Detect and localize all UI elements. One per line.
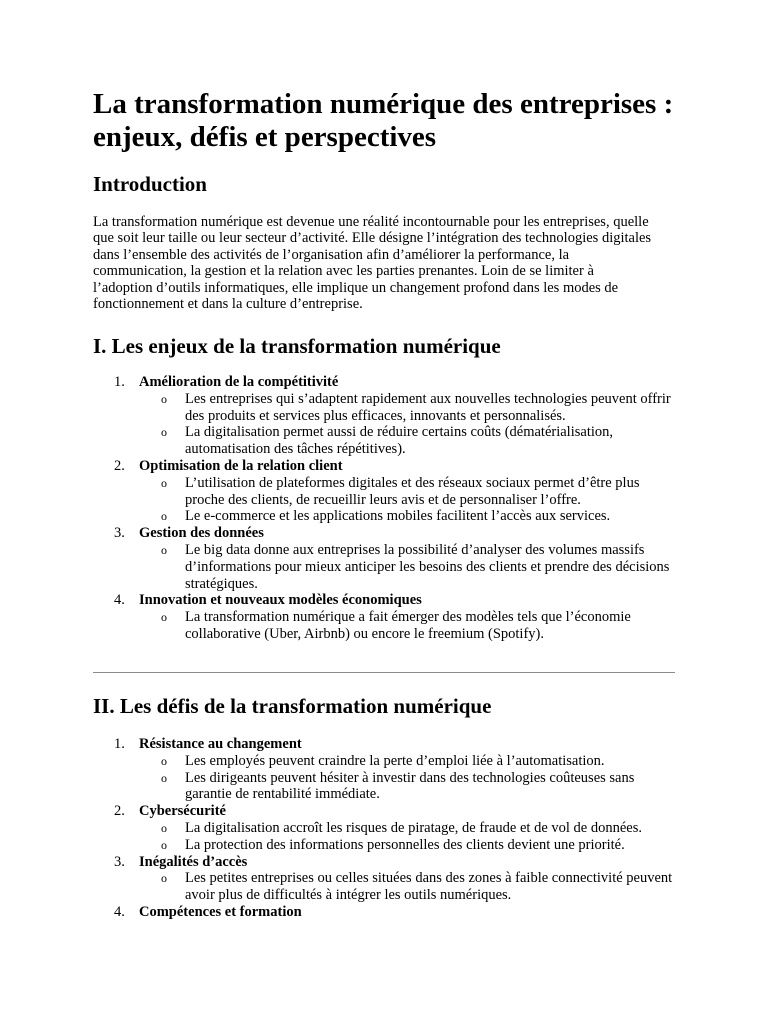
bullet-circle-icon: o (161, 837, 167, 852)
item-heading (93, 458, 683, 475)
bullet-item (93, 391, 675, 425)
bullet-circle-icon: o (161, 770, 167, 785)
item-heading (93, 525, 683, 542)
item-heading (93, 736, 683, 753)
bullet-item (93, 609, 675, 643)
item-title: Gestion des données (139, 525, 264, 542)
item-number: 2. (114, 803, 125, 820)
bullet-item (93, 475, 675, 509)
list-item (93, 803, 683, 853)
item-title: Cybersécurité (139, 803, 226, 820)
section2-list (93, 736, 683, 921)
item-number: 1. (114, 736, 125, 752)
bullet-text: Le big data donne aux entreprises la possibilité d’analyser des volumes massifs d’informations pour mieux anticiper les besoins des clients et prendre des décisions stratégiques. (185, 541, 670, 592)
bullet-item (93, 542, 675, 592)
bullet-circle-icon: o (161, 542, 167, 557)
bullet-circle-icon: o (161, 610, 167, 625)
list-item (93, 458, 683, 525)
list-item (93, 592, 683, 642)
bullet-item (93, 770, 675, 804)
bullet-circle-icon: o (161, 509, 167, 524)
bullet-list (93, 820, 683, 854)
intro-paragraph: La transformation numérique est devenue une réalité incontournable pour les entreprises, quelle que soit leur taille ou leur secteur d’activité. Elle désigne l’intégration des technologies digitales dans l’ensemble des activités de l’organisation afin d’améliorer la performance, la communication, la gestion et la relation avec les parties prenantes. Loin de se limiter à l’adoption d’outils informatiques, elle implique un changement profond dans les modes de fonctionnement et dans la culture d’entreprise. (93, 214, 652, 313)
item-heading (93, 374, 683, 391)
item-title: Inégalités d’accès (139, 853, 248, 870)
list-item (93, 904, 683, 921)
bullet-list (93, 609, 683, 643)
bullet-circle-icon: o (161, 475, 167, 490)
item-heading (93, 904, 683, 921)
list-item (93, 736, 683, 803)
item-title: Innovation et nouveaux modèles économiques (139, 592, 422, 609)
section1-heading: I. Les enjeux de la transformation numérique (93, 334, 501, 358)
list-item (93, 374, 683, 458)
item-heading (93, 803, 683, 820)
bullet-circle-icon: o (161, 871, 167, 886)
item-title: Résistance au changement (139, 736, 302, 752)
section2-heading: II. Les défis de la transformation numérique (93, 694, 492, 718)
intro-heading: Introduction (93, 172, 207, 196)
item-number: 4. (114, 592, 125, 609)
bullet-circle-icon: o (161, 391, 167, 406)
item-heading (93, 854, 683, 871)
list-item (93, 525, 683, 592)
bullet-text: La protection des informations personnelles des clients devient une priorité. (185, 836, 625, 853)
bullet-text: La digitalisation permet aussi de réduire certains coûts (dématérialisation, automatisation des tâches répétitives). (185, 424, 614, 458)
bullet-text: La digitalisation accroît les risques de piratage, de fraude et de vol de données. (185, 819, 642, 836)
bullet-text: Les dirigeants peuvent hésiter à investir dans des technologies coûteuses sans garantie de rentabilité immédiate. (185, 769, 635, 803)
bullet-item (93, 870, 675, 904)
item-number: 3. (114, 525, 125, 542)
section1-list (93, 374, 683, 643)
bullet-item (93, 837, 675, 854)
item-number: 3. (114, 853, 125, 870)
bullet-item (93, 820, 675, 837)
bullet-text: L’utilisation de plateformes digitales et des réseaux sociaux permet d’être plus proche des clients, de recueillir leurs avis et de personnaliser l’offre. (185, 474, 640, 508)
list-item (93, 854, 683, 904)
document-title: La transformation numérique des entreprises : enjeux, défis et perspectives (93, 88, 674, 153)
bullet-item (93, 508, 675, 525)
bullet-list (93, 753, 683, 803)
bullet-item (93, 753, 675, 770)
bullet-item (93, 424, 675, 458)
item-number: 4. (114, 903, 125, 920)
bullet-list (93, 542, 683, 592)
item-number: 2. (114, 457, 125, 474)
bullet-list (93, 475, 683, 525)
bullet-text: Les employés peuvent craindre la perte d’emploi liée à l’automatisation. (185, 752, 605, 769)
item-title: Amélioration de la compétitivité (139, 374, 339, 390)
bullet-list (93, 870, 683, 904)
bullet-text: Le e-commerce et les applications mobiles facilitent l’accès aux services. (185, 508, 611, 525)
bullet-circle-icon: o (161, 753, 167, 768)
item-number: 1. (114, 374, 125, 390)
item-title: Compétences et formation (139, 903, 302, 920)
item-title: Optimisation de la relation client (139, 457, 343, 474)
bullet-text: Les entreprises qui s’adaptent rapidement aux nouvelles technologies peuvent offrir des produits et services plus efficaces, innovants et personnalisés. (185, 390, 671, 424)
bullet-list (93, 391, 683, 458)
bullet-circle-icon: o (161, 820, 167, 835)
bullet-text: Les petites entreprises ou celles situées dans des zones à faible connectivité peuvent avoir plus de difficultés à intégrer les outils numériques. (185, 870, 673, 904)
horizontal-rule (93, 672, 675, 673)
bullet-circle-icon: o (161, 425, 167, 440)
bullet-text: La transformation numérique a fait émerger des modèles tels que l’économie collaborative (Uber, Airbnb) ou encore le freemium (Spotify). (185, 609, 631, 642)
item-heading (93, 592, 683, 609)
